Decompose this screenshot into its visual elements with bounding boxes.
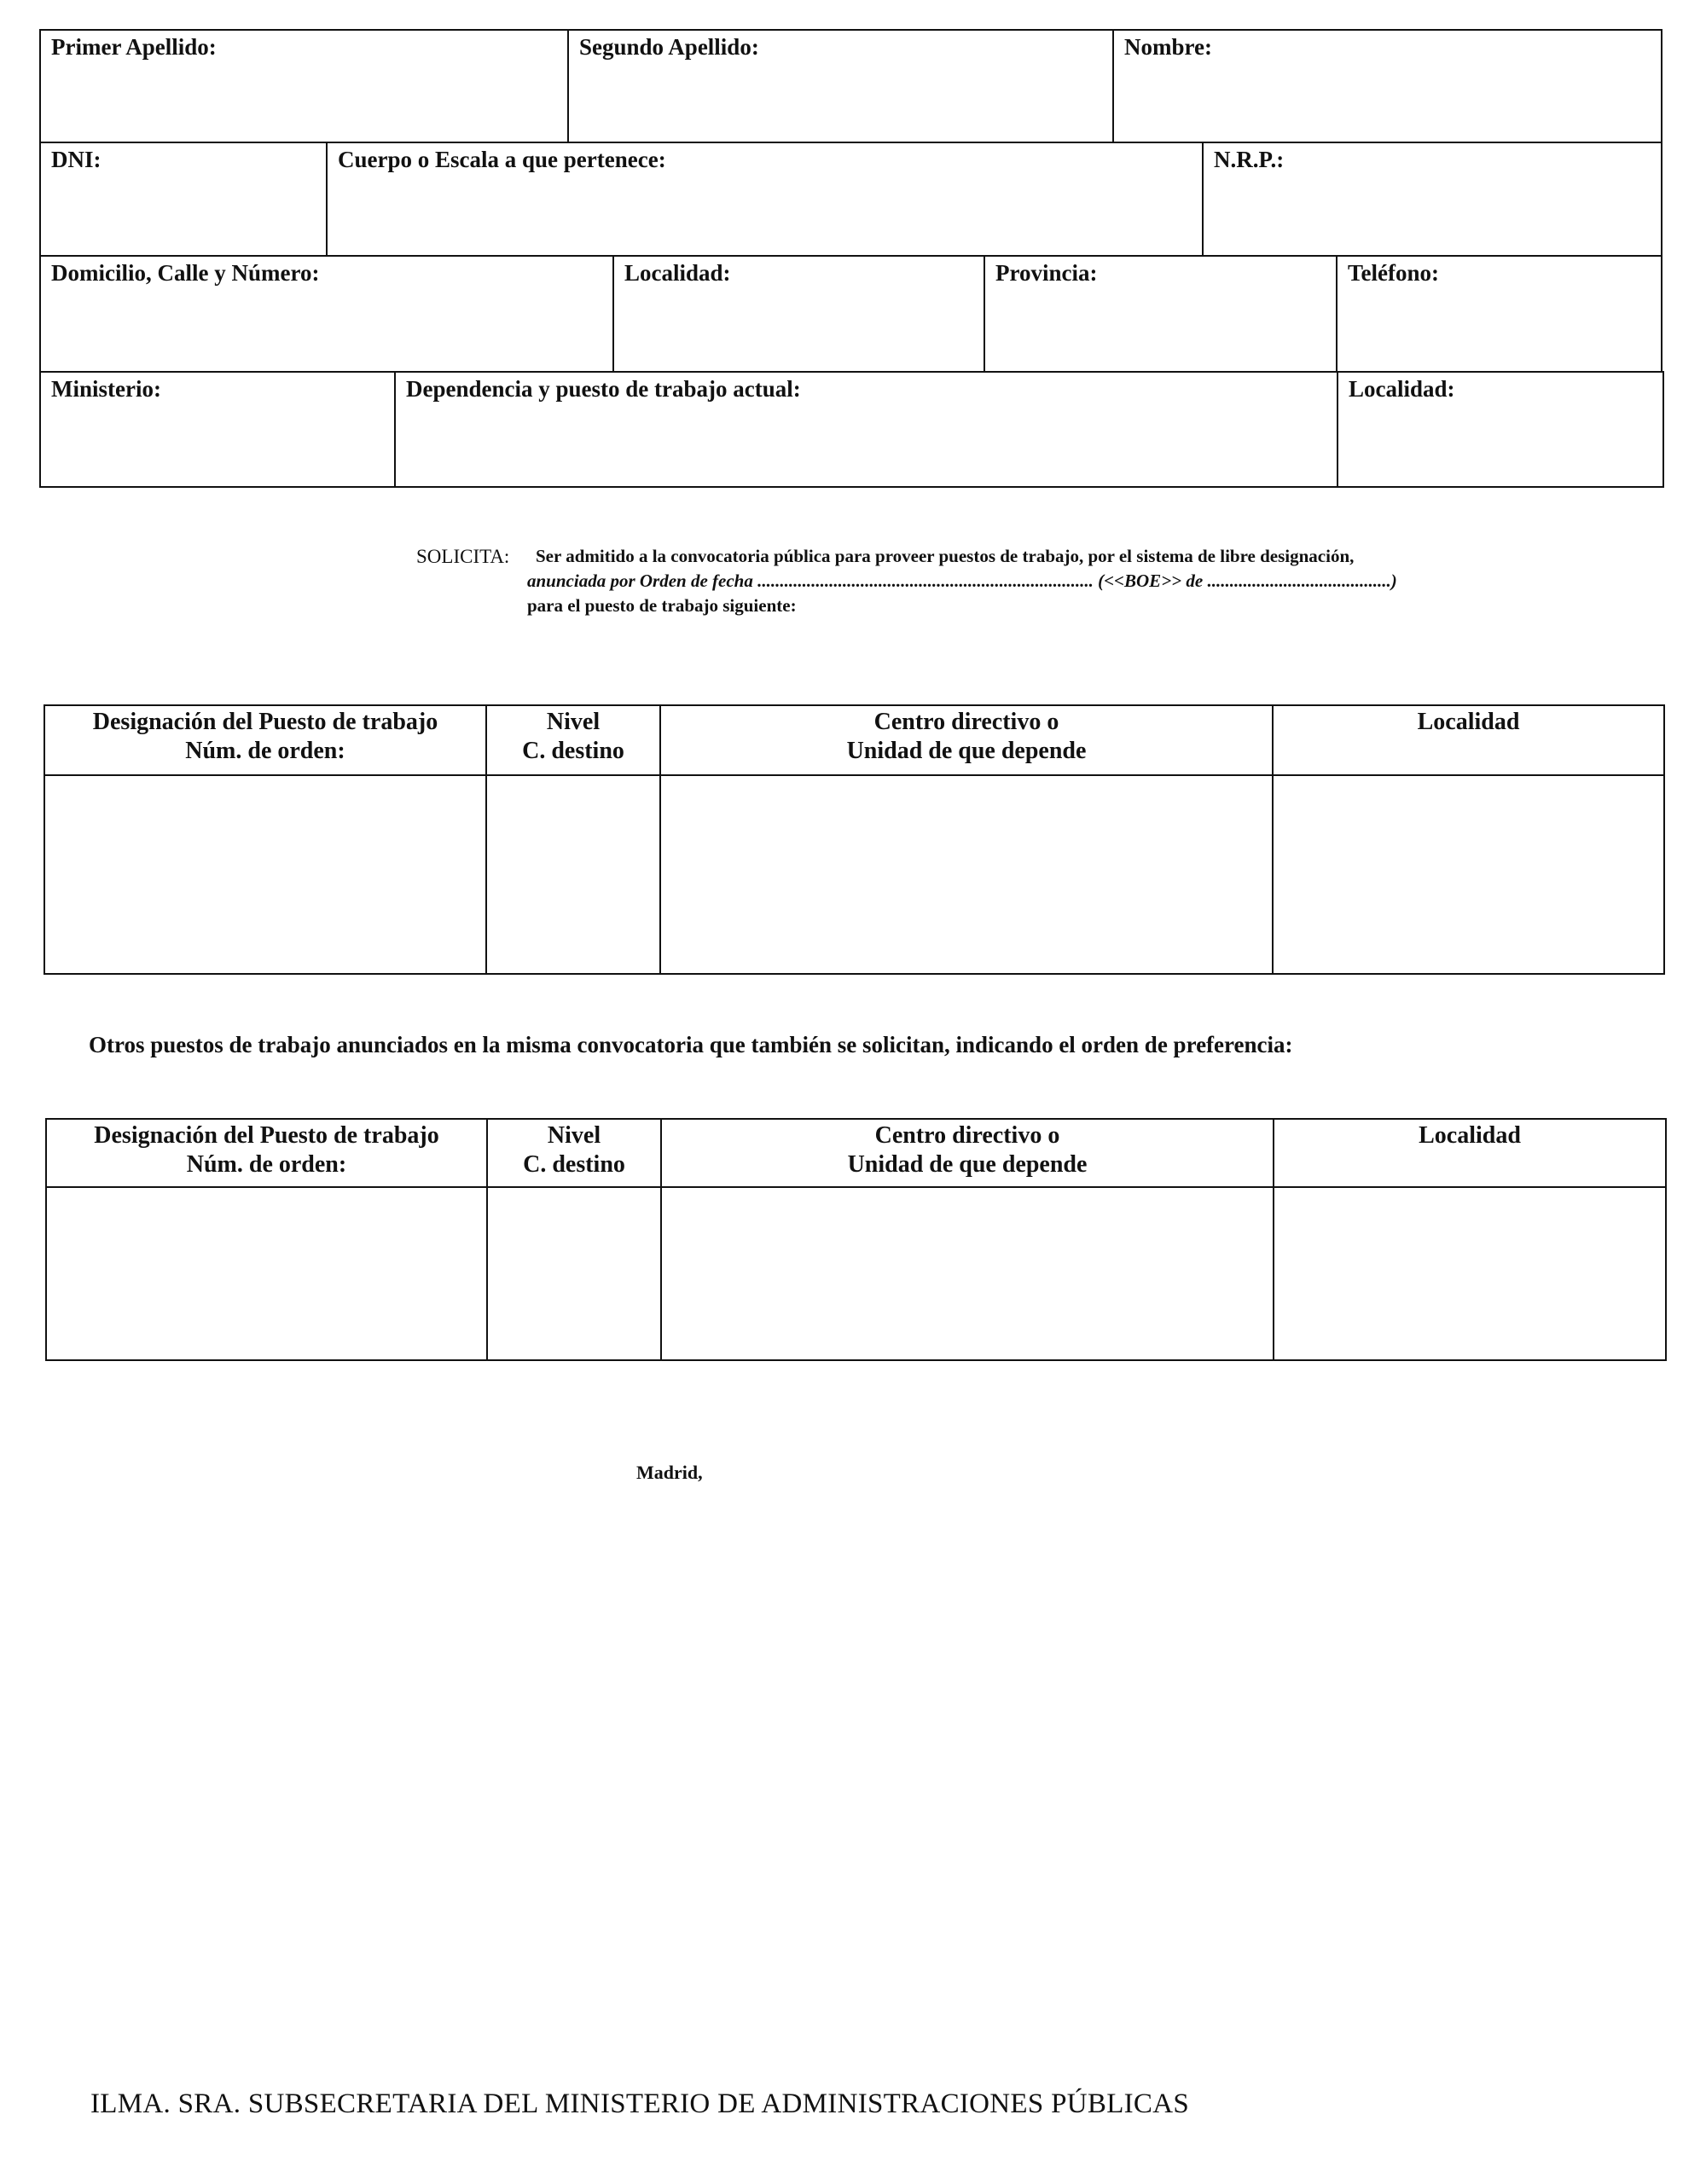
header2-nivel-line1: Nivel: [547, 1122, 601, 1149]
provincia-label: Provincia:: [995, 260, 1098, 286]
footer-addressee: ILMA. SRA. SUBSECRETARIA DEL MINISTERIO DE ADMINISTRACIONES PÚBLICAS: [90, 2088, 1190, 2119]
header2-centro-line2: Unidad de que depende: [847, 1151, 1088, 1178]
nombre-field[interactable]: [1112, 29, 1662, 143]
segundo-apellido-field[interactable]: [567, 29, 1114, 143]
table-cell-nivel[interactable]: [485, 774, 661, 975]
cuerpo-escala-label: Cuerpo o Escala a que pertenece:: [338, 147, 666, 172]
nrp-field[interactable]: [1202, 142, 1662, 257]
header2-centro-line1: Centro directivo o: [874, 1122, 1060, 1149]
primer-apellido-label: Primer Apellido:: [51, 34, 217, 60]
header-designacion-line1: Designación del Puesto de trabajo: [92, 709, 438, 735]
provincia-field[interactable]: [984, 255, 1338, 373]
table2-header-designacion: [45, 1118, 488, 1188]
table2-header-localidad: [1273, 1118, 1667, 1188]
dependencia-field[interactable]: [394, 371, 1338, 488]
dni-field[interactable]: [39, 142, 328, 257]
dni-label: DNI:: [51, 147, 102, 172]
header-nivel-line2: C. destino: [522, 738, 624, 764]
solicita-line-1: Ser admitido a la convocatoria pública para proveer puestos de trabajo, por el sistema de libre designación,: [536, 546, 1355, 566]
domicilio-label: Domicilio, Calle y Número:: [51, 260, 320, 286]
header-designacion-line2: Núm. de orden:: [185, 738, 345, 764]
header2-localidad: Localidad: [1419, 1122, 1521, 1149]
localidad-actual-label: Localidad:: [1349, 376, 1455, 402]
telefono-label: Teléfono:: [1348, 260, 1439, 286]
table-cell-designacion[interactable]: [44, 774, 487, 975]
table2-cell-centro[interactable]: [660, 1186, 1274, 1361]
table-cell-localidad[interactable]: [1272, 774, 1665, 975]
table2-header-centro: [660, 1118, 1274, 1188]
table2-cell-designacion[interactable]: [45, 1186, 488, 1361]
table-header-designacion: [44, 704, 487, 776]
header2-designacion-line1: Designación del Puesto de trabajo: [94, 1122, 439, 1149]
primer-apellido-field[interactable]: [39, 29, 569, 143]
header-nivel-line1: Nivel: [546, 709, 601, 735]
dependencia-label: Dependencia y puesto de trabajo actual:: [406, 376, 801, 402]
header2-nivel-line2: C. destino: [523, 1151, 625, 1178]
localidad-label: Localidad:: [624, 260, 731, 286]
header-centro-line1: Centro directivo o: [873, 709, 1059, 735]
ministerio-label: Ministerio:: [51, 376, 161, 402]
nombre-label: Nombre:: [1124, 34, 1212, 60]
otros-puestos-text: Otros puestos de trabajo anunciados en la misma convocatoria que también se solicitan, indicando el orden de preferencia:: [89, 1032, 1293, 1057]
table2-cell-nivel[interactable]: [486, 1186, 662, 1361]
localidad-field[interactable]: [612, 255, 985, 373]
table2-header-nivel: [486, 1118, 662, 1188]
solicita-label: SOLICITA:: [416, 546, 510, 567]
ministerio-field[interactable]: [39, 371, 396, 488]
header2-designacion-line2: Núm. de orden:: [186, 1151, 347, 1178]
madrid-date-label: Madrid,: [636, 1462, 703, 1483]
localidad-actual-field[interactable]: [1337, 371, 1664, 488]
telefono-field[interactable]: [1336, 255, 1662, 373]
table-header-centro: [659, 704, 1274, 776]
solicita-line-2: anunciada por Orden de fecha ........................................................................... (<<BOE>> de .........................................): [527, 571, 1397, 591]
nrp-label: N.R.P.:: [1214, 147, 1285, 172]
header-localidad: Localidad: [1417, 709, 1520, 735]
cuerpo-escala-field[interactable]: [326, 142, 1204, 257]
table-header-localidad: [1272, 704, 1665, 776]
solicita-line-3: para el puesto de trabajo siguiente:: [527, 595, 797, 616]
header-centro-line2: Unidad de que depende: [846, 738, 1087, 764]
segundo-apellido-label: Segundo Apellido:: [579, 34, 759, 60]
table2-cell-localidad[interactable]: [1273, 1186, 1667, 1361]
table-header-nivel: [485, 704, 661, 776]
table-cell-centro[interactable]: [659, 774, 1274, 975]
domicilio-field[interactable]: [39, 255, 614, 373]
